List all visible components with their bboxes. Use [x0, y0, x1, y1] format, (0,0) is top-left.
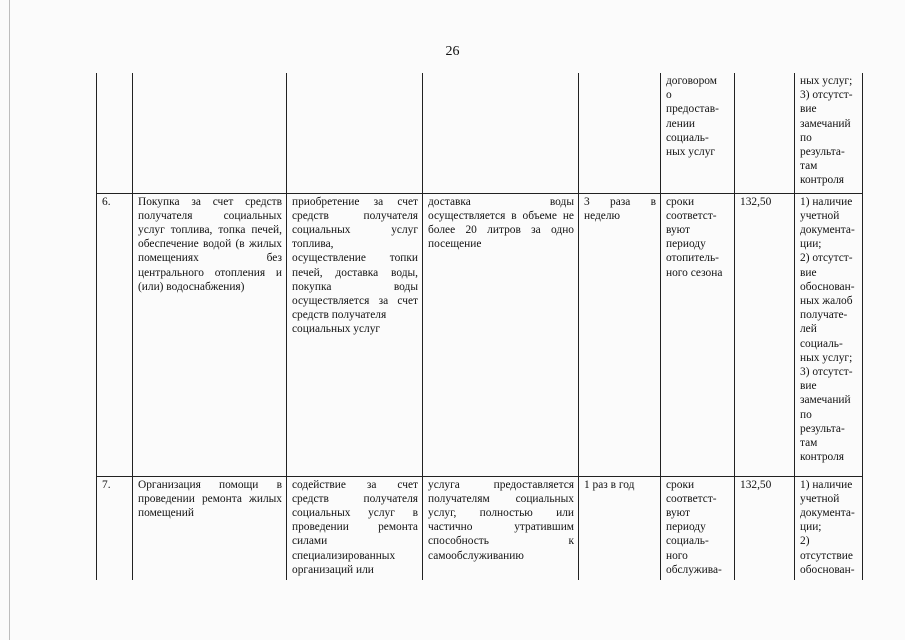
cell-service-content: содействие за счет средств получателя социальных услуг в проведении ремонта силами специализированных организаций или: [287, 476, 423, 580]
services-table: [96, 73, 863, 580]
table-row: [97, 193, 863, 476]
page-number: 26: [445, 44, 460, 59]
cell-frequency: 3 раза в неделю: [579, 193, 661, 476]
cell-service-volume: доставка воды осуществляется в объеме не более 20 литров за одно посещение: [423, 193, 579, 476]
cell-frequency: [579, 73, 661, 193]
cell-number: 7.: [97, 476, 133, 580]
cell-price: [735, 73, 795, 193]
cell-price: 132,50: [735, 193, 795, 476]
cell-service-content: [287, 73, 423, 193]
cell-service-volume: [423, 73, 579, 193]
cell-number: 6.: [97, 193, 133, 476]
cell-terms: сроки соответст- вуют периоду отопитель- ного сезона: [661, 193, 735, 476]
cell-service-name: Покупка за счет средств получателя социальных услуг топлива, топка печей, обеспечение водой (в жилых помещениях без центрального отопления и (или) водоснабжения): [133, 193, 287, 476]
scan-edge-line: [9, 0, 10, 640]
cell-terms: договором о предостав- лении социаль- ных услуг: [661, 73, 735, 193]
cell-service-content: приобретение за счет средств получателя социальных услуг топлива, осуществление топки печей, доставка воды, покупка воды осуществляется за счет средств получателя социальных услуг: [287, 193, 423, 476]
cell-service-name: Организация помощи в проведении ремонта жилых помещений: [133, 476, 287, 580]
cell-service-name: [133, 73, 287, 193]
table-row: [97, 73, 863, 193]
cell-criteria: 1) наличие учетной документа- ции; 2) отсутствие обоснован-: [795, 476, 863, 580]
cell-criteria: ных услуг; 3) отсутст- вие замечаний по результа- там контроля: [795, 73, 863, 193]
cell-terms: сроки соответст- вуют периоду социаль- ного обслужива-: [661, 476, 735, 580]
cell-price: 132,50: [735, 476, 795, 580]
table-row: [97, 476, 863, 580]
cell-number: [97, 73, 133, 193]
cell-service-volume: услуга предоставляется получателям социальных услуг, полностью или частично утратившим способность к самообслуживанию: [423, 476, 579, 580]
cell-criteria: 1) наличие учетной документа- ции; 2) отсутст- вие обоснован- ных жалоб получате- лей социаль- ных услуг; 3) отсутст- вие замечаний по результа- там контроля: [795, 193, 863, 476]
cell-frequency: 1 раз в год: [579, 476, 661, 580]
